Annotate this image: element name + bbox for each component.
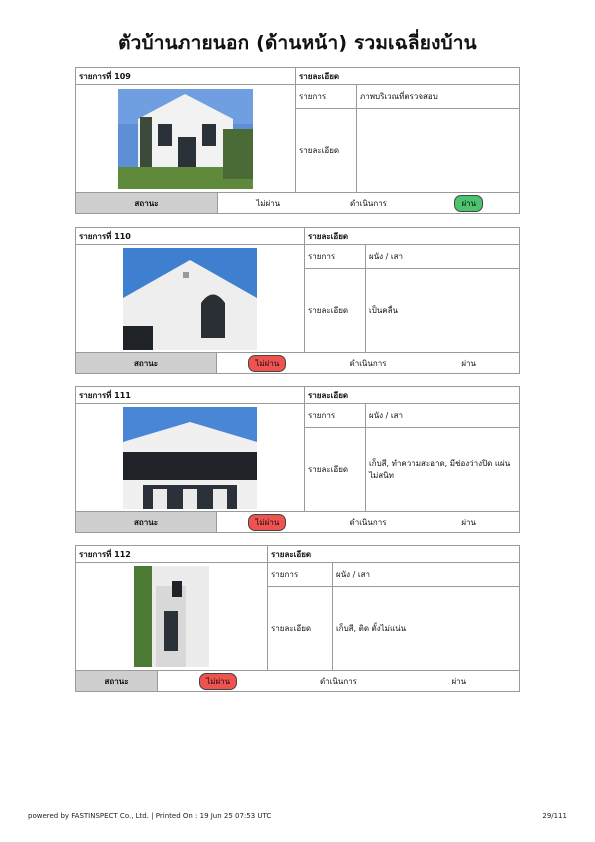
detail-label: รายละเอียด (268, 587, 333, 671)
house-photo[interactable] (118, 89, 253, 189)
detail-header: รายละเอียด (305, 387, 520, 404)
detail-value: เป็นคลื่น (366, 269, 520, 353)
status-row (75, 671, 520, 692)
item-label: รายการ (268, 563, 333, 587)
item-label: รายการ (305, 404, 366, 428)
house-photo[interactable] (123, 407, 257, 509)
house-photo[interactable] (123, 248, 257, 350)
footer-credit: powered by FASTINSPECT Co., Ltd. | Printed On : 19 Jun 25 07:53 UTC (28, 812, 272, 820)
status-label: สถานะ (76, 512, 217, 532)
detail-label: รายละเอียด (305, 428, 366, 512)
photo-cell (76, 245, 305, 353)
inspection-item-112 (75, 545, 520, 692)
house-photo[interactable] (134, 566, 209, 667)
photo-cell (76, 404, 305, 512)
status-row (75, 353, 520, 374)
status-label: สถานะ (76, 193, 218, 213)
status-pass: ผ่าน (451, 676, 467, 686)
page-number: 29/111 (542, 812, 567, 820)
status-in-progress: ดำเนินการ (349, 358, 387, 368)
detail-label: รายละเอียด (305, 269, 366, 353)
item-value: ผนัง / เสา (366, 245, 520, 269)
detail-label: รายละเอียด (296, 109, 357, 193)
inspection-item-109 (75, 67, 520, 214)
inspection-item-110 (75, 227, 520, 374)
inspection-item-111 (75, 386, 520, 533)
status-fail: ไม่ผ่าน (217, 514, 318, 531)
item-label: รายการ (305, 245, 366, 269)
status-fail: ไม่ผ่าน (217, 355, 318, 372)
detail-header: รายละเอียด (268, 546, 520, 563)
status-row (75, 193, 520, 214)
item-value: ผนัง / เสา (366, 404, 520, 428)
status-in-progress: ดำเนินการ (349, 198, 387, 208)
status-label: สถานะ (76, 353, 217, 373)
item-number: รายการที่ 110 (76, 228, 305, 245)
detail-value (357, 109, 520, 193)
status-label: สถานะ (76, 671, 158, 691)
status-fail: ไม่ผ่าน (158, 673, 278, 690)
item-label: รายการ (296, 85, 357, 109)
item-number: รายการที่ 112 (76, 546, 268, 563)
item-value: ภาพบริเวณที่ตรวจสอบ (357, 85, 520, 109)
detail-header: รายละเอียด (305, 228, 520, 245)
photo-cell (76, 85, 296, 193)
item-number: รายการที่ 109 (76, 68, 296, 85)
status-row (75, 512, 520, 533)
status-in-progress: ดำเนินการ (319, 676, 357, 686)
status-pass: ผ่าน (461, 358, 476, 368)
status-pass: ผ่าน (461, 517, 476, 527)
status-fail: ไม่ผ่าน (256, 198, 281, 208)
status-in-progress: ดำเนินการ (349, 517, 387, 527)
item-number: รายการที่ 111 (76, 387, 305, 404)
detail-value: เก็บสี, ติด ตั้งไม่แน่น (333, 587, 520, 671)
detail-header: รายละเอียด (296, 68, 520, 85)
detail-value: เก็บสี, ทำความสะอาด, มีช่องว่างปิด แผ่นไม่สนิท (366, 428, 520, 512)
status-pass: ผ่าน (419, 195, 519, 212)
page-title: ตัวบ้านภายนอก (ด้านหน้า) รวมเฉลี่ยงบ้าน (118, 32, 477, 54)
item-value: ผนัง / เสา (333, 563, 520, 587)
photo-cell (76, 563, 268, 671)
